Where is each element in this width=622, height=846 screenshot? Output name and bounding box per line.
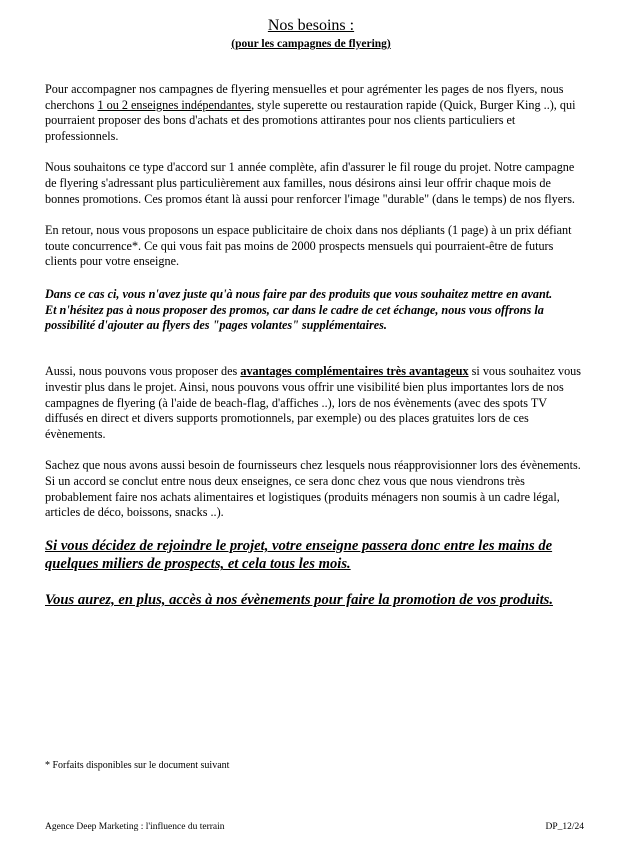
footer-agency: Agence Deep Marketing : l'influence du terrain xyxy=(45,822,225,832)
paragraph-intro xyxy=(45,82,585,145)
highlight-events-access: Vous aurez, en plus, accès à nos évènements pour faire la promotion de vos produits. xyxy=(45,591,553,608)
page-subtitle: (pour les campagnes de flyering) xyxy=(231,38,391,50)
paragraph-intro-text-1: Pour accompagner nos campagnes de flyering mensuelles et pour agrémenter les pages de nos flyers, nous cherchons xyxy=(45,82,564,112)
emphasis-line-1: Dans ce cas ci, vous n'avez juste qu'à nous faire par des produits que vous souhaitez mettre en avant. xyxy=(45,287,553,302)
paragraph-advantages xyxy=(45,364,585,443)
highlight-join-project: Si vous décidez de rejoindre le projet, votre enseigne passera donc entre les mains de quelques miliers de prospects, et cela tous les mois. xyxy=(45,537,553,573)
page-title: Nos besoins : xyxy=(267,17,355,34)
paragraph-intro-text-2: , style superette ou restauration rapide (Quick, Burger King ..), qui pourraient proposer des bons d'achats et des promotions attirantes pour nos clients particuliers et professionnels. xyxy=(45,97,576,144)
document-body xyxy=(45,82,585,609)
paragraph-advantages-text-1: Aussi, nous pouvons vous proposer des xyxy=(45,364,241,379)
paragraph-intro-underlined: 1 ou 2 enseignes indépendantes xyxy=(97,97,252,112)
paragraph-suppliers: Sachez que nous avons aussi besoin de fournisseurs chez lesquels nous réapprovisionner lors des évènements. Si un accord se conclut entre nous deux enseignes, ce sera donc chez vous que nous viendrons très probablement faire nos achats alimentaires et logistiques (produits ménagers non soumis à un cadre légal, articles de déco, boissons, snacks ..). xyxy=(45,458,581,520)
paragraph-agreement: Nous souhaitons ce type d'accord sur 1 année complète, afin d'assurer le fil rouge du projet. Notre campagne de flyering s'adressant plus particulièrement aux familles, nous désirons ainsi leur offrir chaque mois de bonnes promotions. Ces promos étant là aussi pour renforcer l'image "durable" (dans le temps) de nos flyers. xyxy=(45,160,575,206)
emphasis-block xyxy=(45,287,585,334)
paragraph-offer: En retour, nous vous proposons un espace publicitaire de choix dans nos dépliants (1 page) à un prix défiant toute concurrence*. Ce qui vous fait pas moins de 2000 prospects mensuels qui pourraient-être de futurs clients pour votre enseigne. xyxy=(45,222,572,269)
footnote: * Forfaits disponibles sur le document suivant xyxy=(45,760,230,771)
paragraph-advantages-underlined: avantages complémentaires très avantageux xyxy=(240,364,469,379)
emphasis-line-2: Et n'hésitez pas à nous proposer des promos, car dans le cadre de cet échange, nous vous offrons la possibilité d'ajouter au flyers des "pages volantes" supplémentaires. xyxy=(45,302,544,333)
paragraph-advantages-text-2: si vous souhaitez vous investir plus dans le projet. Ainsi, nous pouvons vous offrir une visibilité bien plus importantes lors de nos campagnes de flyering (à l'aide de beach-flag, d'affiches ..), lors de nos évènements (avec des spots TV diffusés en direct et divers supports promotionnels, par exemple) ou des places gratuites lors de ces évènements. xyxy=(45,364,581,441)
footer-page-number: DP_12/24 xyxy=(545,822,584,832)
